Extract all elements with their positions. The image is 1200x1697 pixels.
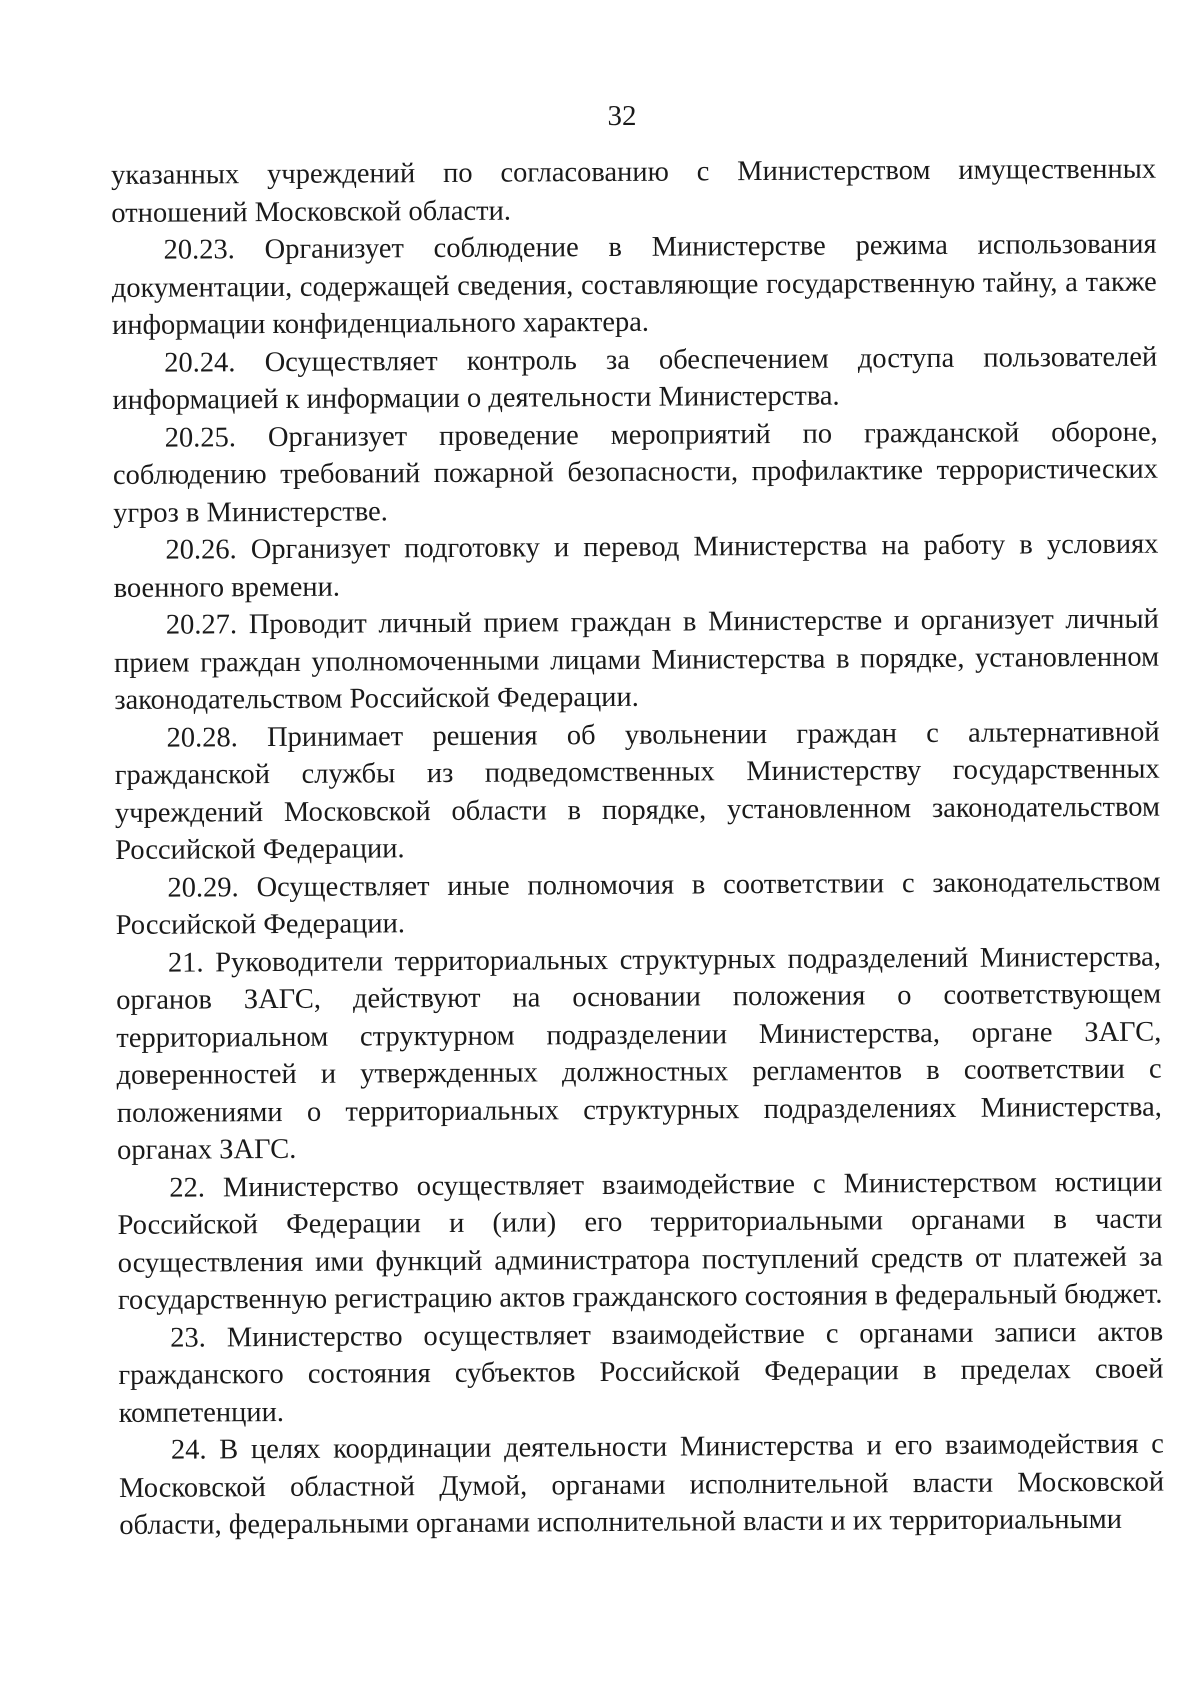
document-body [111, 151, 1164, 1545]
page-number: 32 [607, 100, 637, 132]
paragraph: 20.23. Организует соблюдение в Министерстве режима использования документации, содержащей сведения, составляющие государственную тайну, а также информации конфиденциального характера. [111, 228, 1157, 341]
paragraph: 23. Министерство осуществляет взаимодействие с органами записи актов гражданского состояния субъектов Российской Федерации в пределах своей компетенции. [118, 1316, 1164, 1429]
paragraph: 22. Министерство осуществляет взаимодействие с Министерством юстиции Российской Федерации и (или) его территориальными органами в части осуществления ими функций администратора поступлений средств от платежей за государственную регистрацию актов гражданского состояния в федеральный бюджет. [117, 1166, 1163, 1316]
paragraph: 24. В целях координации деятельности Министерства и его взаимодействия с Московской областной Думой, органами исполнительной власти Московской области, федеральными органами исполнительной власти и их территориальными [119, 1428, 1165, 1541]
paragraph: указанных учреждений по согласованию с Министерством имущественных отношений Московской области. [111, 153, 1157, 229]
paragraph: 20.27. Проводит личный прием граждан в Министерстве и организует личный прием граждан уполномоченными лицами Министерства в порядке, установленном законодательством Российской Федерации. [113, 603, 1160, 716]
paragraph: 20.24. Осуществляет контроль за обеспечением доступа пользователей информацией к информации о деятельности Министерства. [112, 341, 1158, 416]
paragraph: 20.25. Организует проведение мероприятий по гражданской обороне, соблюдению требований пожарной безопасности, профилактике террористических угроз в Министерстве. [112, 416, 1159, 529]
paragraph: 21. Руководители территориальных структурных подразделений Министерства, органов ЗАГС, действуют на основании положения о соответствующем территориальном структурном подразделении Министерства, органе ЗАГС, доверенностей и утвержденных должностных регламентов в соответствии с положениями о территориальных структурных подразделениях Министерства, органах ЗАГС. [116, 941, 1162, 1166]
paragraph: 20.29. Осуществляет иные полномочия в соответствии с законодательством Российской Федерации. [115, 866, 1161, 941]
paragraph: 20.28. Принимает решения об увольнении граждан с альтернативной гражданской службы из подведомственных Министерству государственных учреждений Московской области в порядке, установленном законодательством Российской Федерации. [114, 716, 1161, 866]
paragraph: 20.26. Организует подготовку и перевод Министерства на работу в условиях военного времени. [113, 528, 1159, 604]
